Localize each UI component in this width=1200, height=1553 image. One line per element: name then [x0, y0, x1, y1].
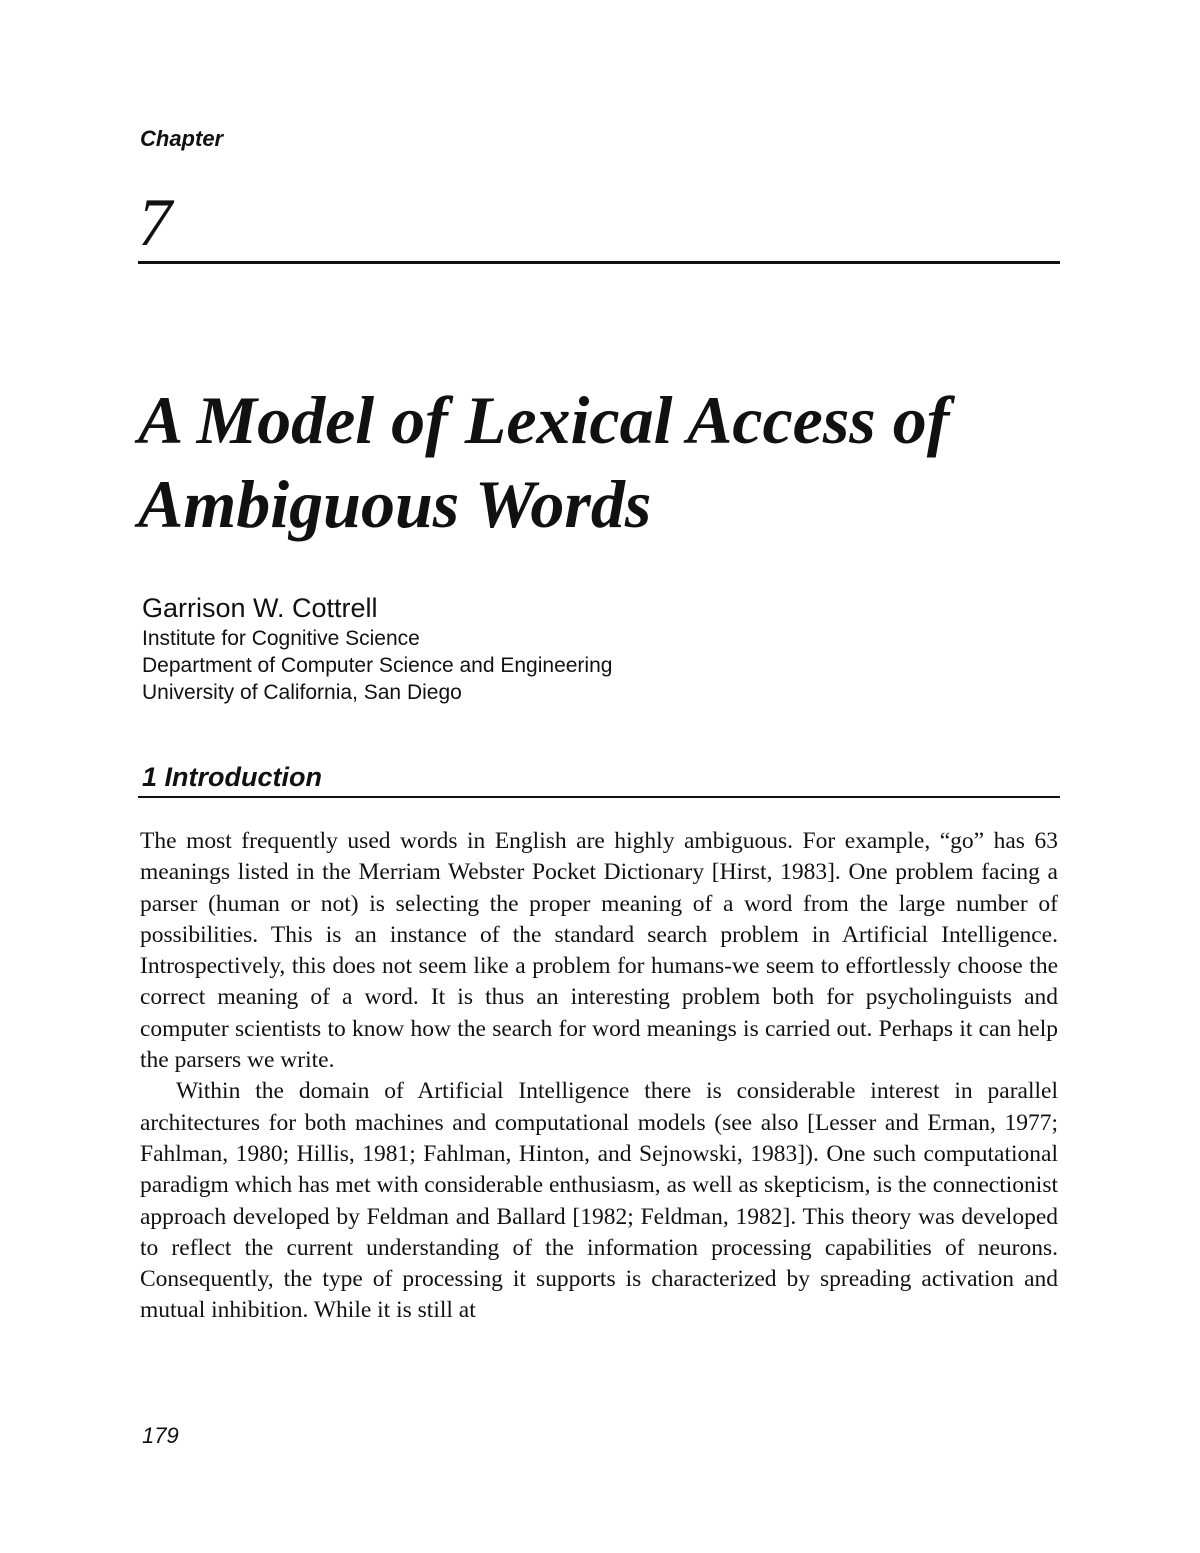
body-paragraph: Within the domain of Artificial Intelligence there is considerable interest in parallel architectures for both machines and computational models (see also [Lesser and Erman, 1977; Fahlman, 1980; Hillis, 1981; Fahlman, Hinton, and Sejnowski, 1983]). One such computational paradigm which has met with considerable enthusiasm, as well as skepticism, is the connectionist approach developed by Feldman and Ballard [1982; Feldman, 1982]. This theory was developed to reflect the current understanding of the information processing capabilities of neurons. Consequently, the type of processing it supports is characterized by spreading activation and mutual inhibition. While it is still at — [140, 1078, 1058, 1324]
chapter-title-line-1: A Model of Lexical Access of — [138, 382, 950, 458]
body-text — [140, 826, 1058, 1327]
chapter-divider — [138, 261, 1060, 264]
affiliation-line: Department of Computer Science and Engineering — [142, 654, 613, 677]
body-paragraph: The most frequently used words in English are highly ambiguous. For example, “go” has 63 meanings listed in the Merriam Webster Pocket Dictionary [Hirst, 1983]. One problem facing a parser (human or not) is selecting the proper meaning of a word from the large number of possibilities. This is an instance of the standard search problem in Artificial Intelligence. Introspectively, this does not seem like a problem for humans-we seem to effortlessly choose the correct meaning of a word. It is thus an interesting problem both for psycholinguists and computer scientists to know how the search for word meanings is carried out. Perhaps it can help the parsers we write. — [140, 828, 1058, 1074]
affiliation-line: Institute for Cognitive Science — [142, 627, 420, 650]
page-number: 179 — [142, 1423, 179, 1448]
chapter-label: Chapter — [140, 126, 224, 151]
author-block — [142, 591, 612, 706]
chapter-title-line-2: Ambiguous Words — [138, 466, 652, 542]
section-heading: 1 Introduction — [142, 762, 322, 792]
chapter-number: 7 — [138, 184, 172, 260]
affiliation-line: University of California, San Diego — [142, 681, 462, 704]
author-name: Garrison W. Cottrell — [142, 593, 378, 623]
chapter-title — [138, 378, 1078, 546]
section-divider — [138, 796, 1060, 798]
